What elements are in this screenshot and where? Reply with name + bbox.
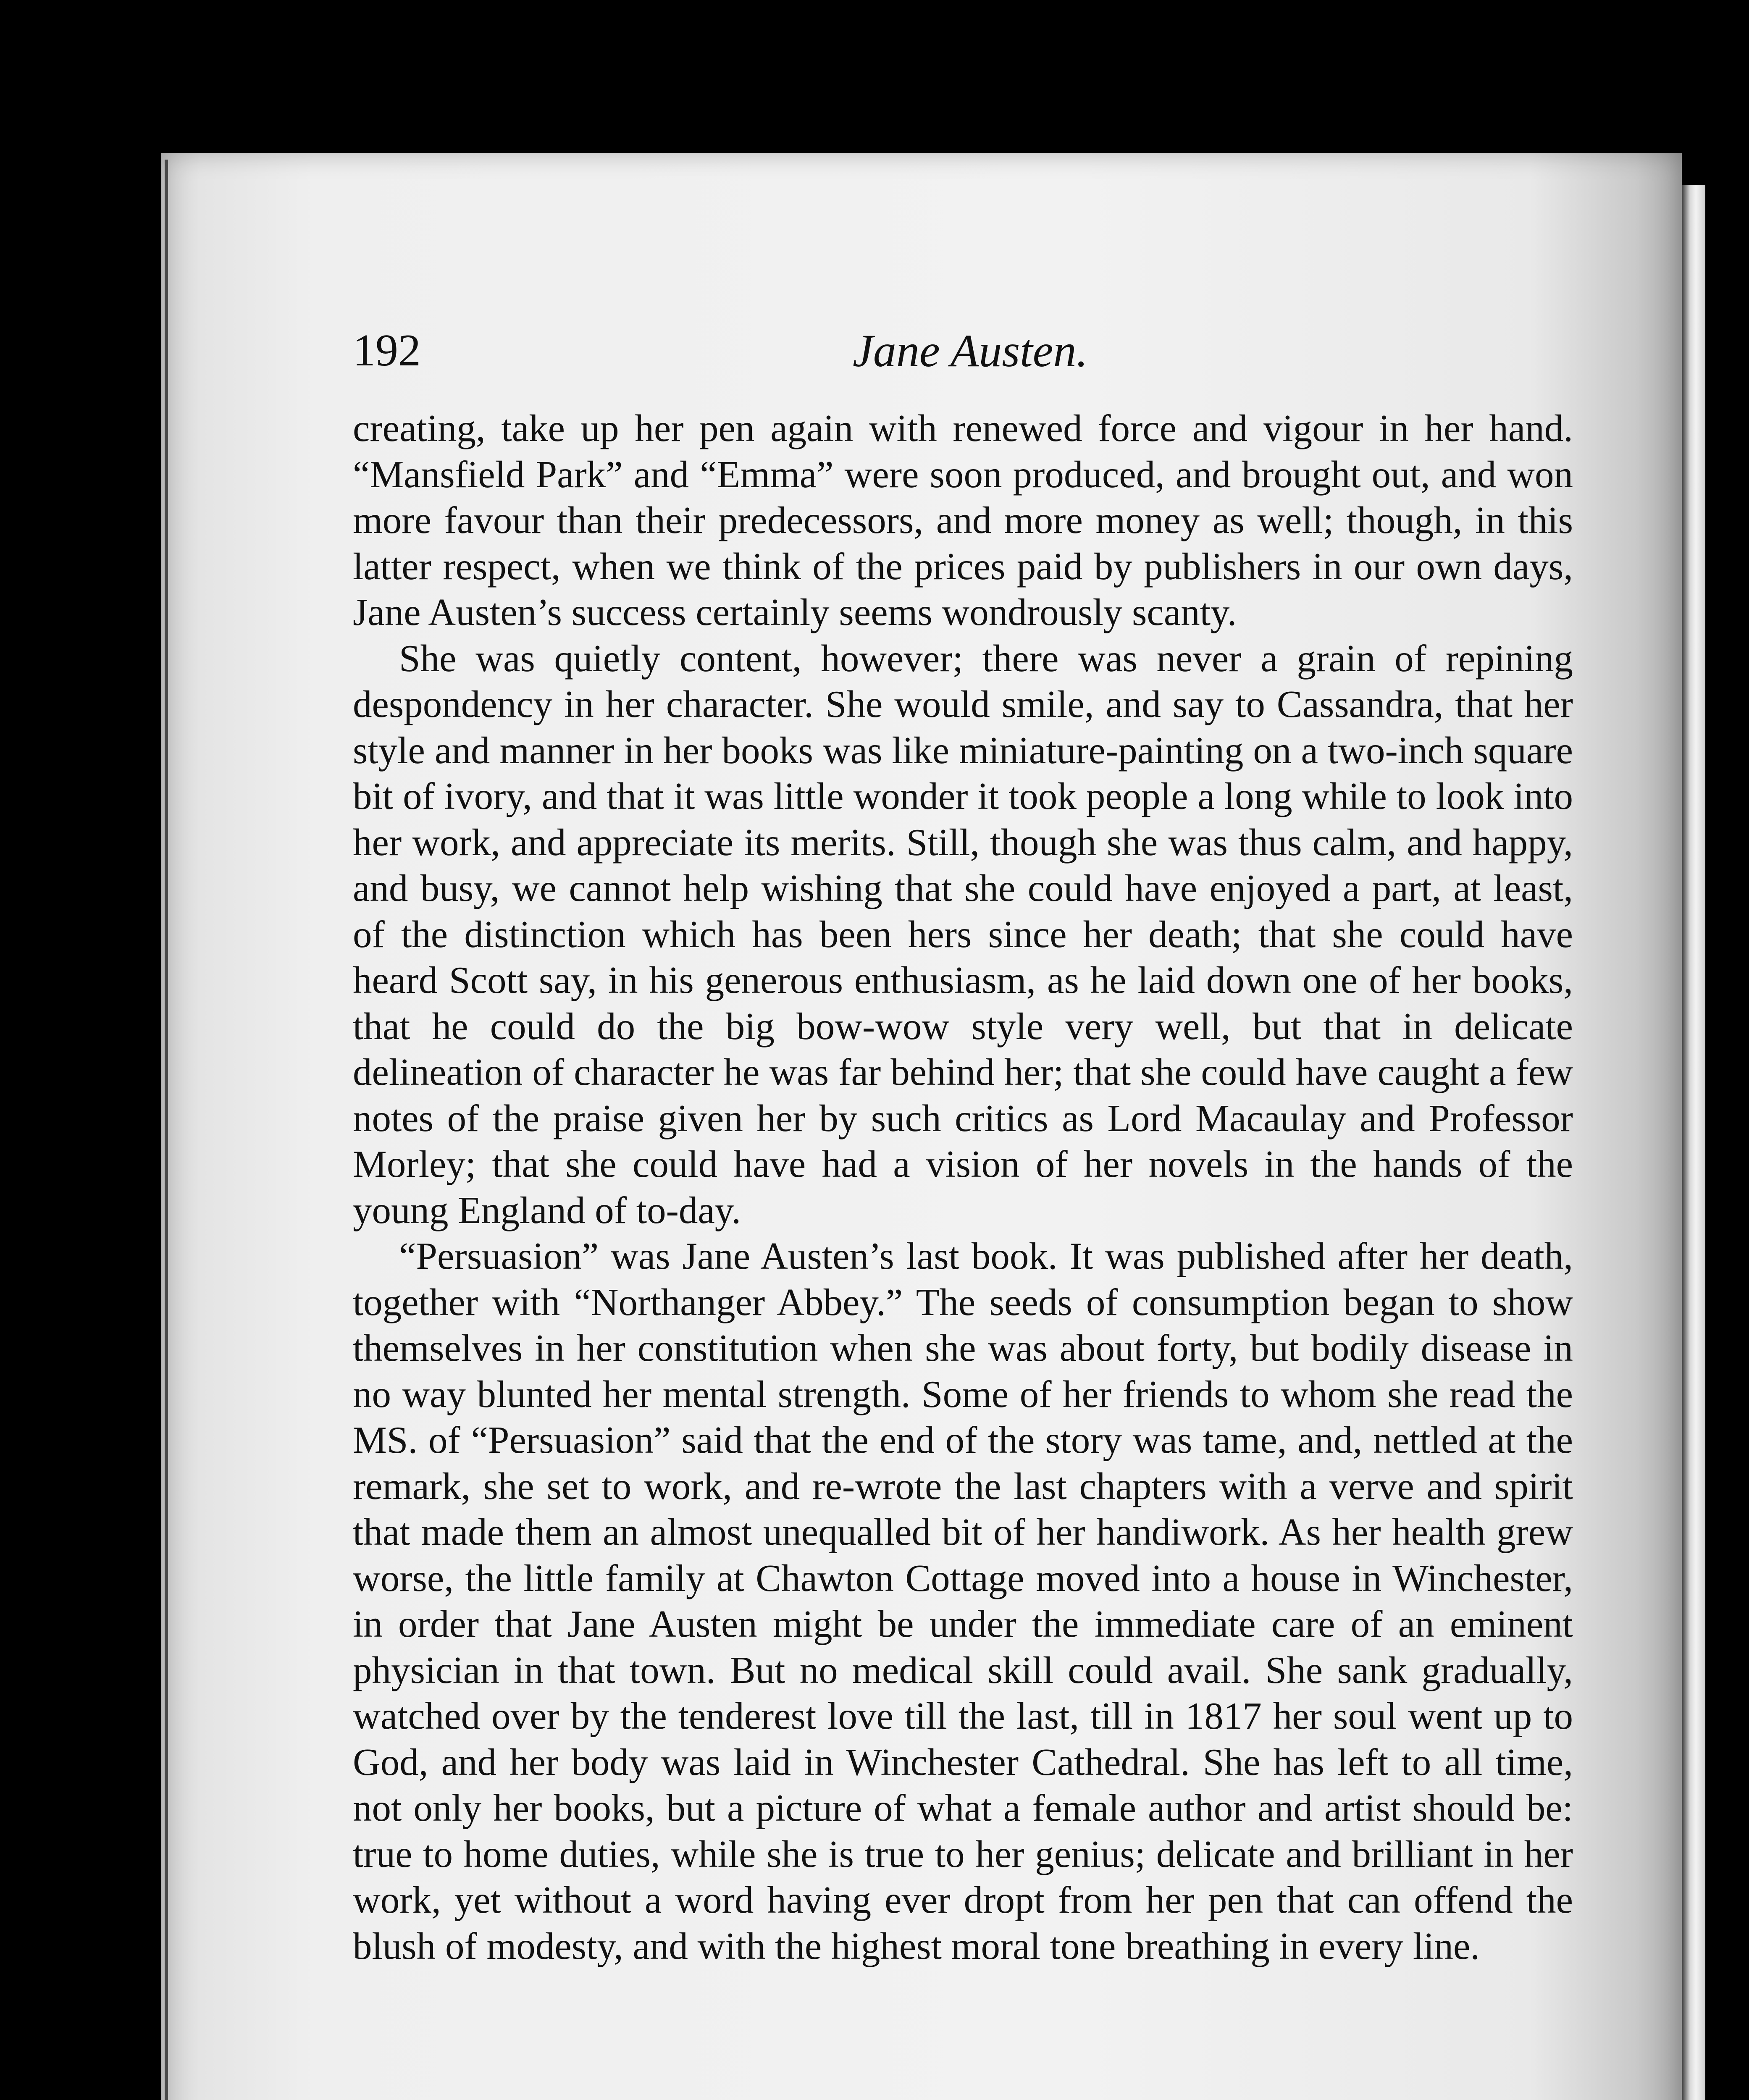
paragraph: She was quietly content, however; there was never a grain of repining despondency in her character. She would smile, and say to Cassandra, that her style and manner in her books was like miniature-painting on a two-inch square bit of ivory, and that it was little wonder it took people a long while to look into her work, and appreciate its merits. Still, though she was thus calm, and happy, and busy, we cannot help wishing that she could have enjoyed a part, at least, of the distinction which has been hers since her death; that she could have heard Scott say, in his generous enthusiasm, as he laid down one of her books, that he could do the big bow-wow style very well, but that in delicate delineation of character he was far behind her; that she could have caught a few notes of the praise given her by such critics as Lord Macaulay and Professor Morley; that she could have had a vision of her novels in the hands of the young England of to-day.: [353, 637, 1573, 1231]
body-text: [353, 405, 1573, 1969]
running-header: [353, 319, 1571, 382]
page-number: 192: [353, 326, 421, 375]
paragraph: “Persuasion” was Jane Austen’s last book. It was published after her death, together with “Northanger Abbey.” The seeds of consumption began to show themselves in her constitution when she was about forty, but bodily disease in no way blunted her mental strength. Some of her friends to whom she read the MS. of “Persuasion” said that the end of the story was tame, and, nettled at the remark, she set to work, and re-wrote the last chapters with a verve and spirit that made them an almost unequalled bit of her handiwork. As her health grew worse, the little family at Chawton Cottage moved into a house in Winchester, in order that Jane Austen might be under the immediate care of an eminent physician in that town. But no medical skill could avail. She sank gradually, watched over by the tenderest love till the last, till in 1817 her soul went up to God, and her body was laid in Winchester Cathedral. She has left to all time, not only her books, but a picture of what a female author and artist should be: true to home duties, while she is true to her genius; delicate and brilliant in her work, yet without a word having ever dropt from her pen that can offend the blush of modesty, and with the highest moral tone breathing in every line.: [353, 1235, 1573, 1967]
paragraph-continued: creating, take up her pen again with renewed force and vigour in her hand. “Mansfield Park” and “Emma” were soon produced, and brought out, and won more favour than their predecessors, and more money as well; though, in this latter respect, when we think of the prices paid by publishers in our own days, Jane Austen’s success certainly seems wondrously scanty.: [353, 407, 1573, 633]
page-gutter-shadow: [165, 160, 168, 2100]
next-page-edge: [1682, 185, 1705, 2100]
running-title: Jane Austen.: [853, 325, 1088, 376]
